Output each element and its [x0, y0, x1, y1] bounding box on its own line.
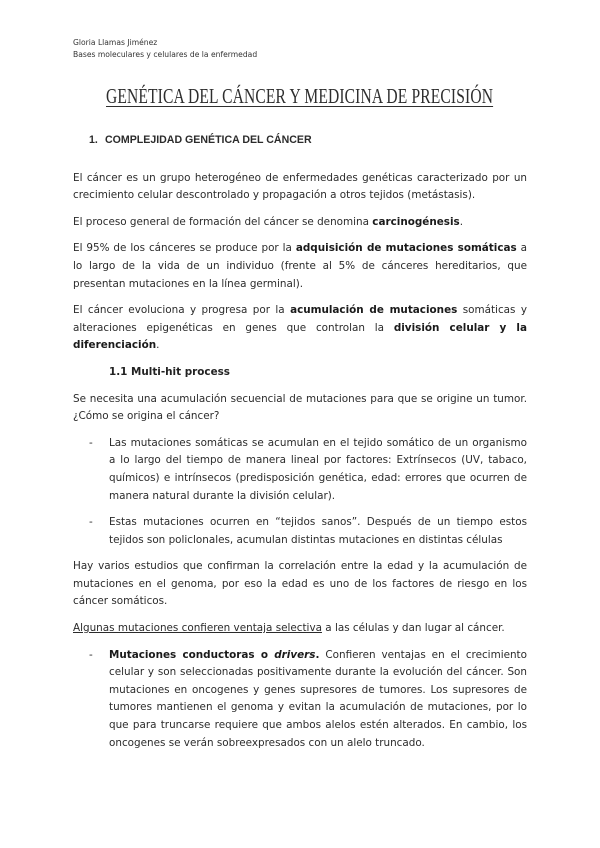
- paragraph-2: [73, 214, 527, 232]
- bullet2-text: Confieren ventajas en el crecimiento celular y son seleccionadas positivamente durante la evolución del cáncer. Son mutaciones en oncogenes y genes supresores de tumores. Los supresores de tumores mantienen el genoma y evitan la acumulación de mutaciones, por lo que para truncarse requiere que ambos alelos estén alterados. En cambio, los oncogenes se verán sobreexpresados con un alelo truncado.: [109, 648, 527, 749]
- list-item: [73, 514, 527, 549]
- p4-text-e: .: [156, 339, 160, 352]
- bullet2-bold: Mutaciones conductoras o: [109, 648, 275, 661]
- list-item-text: Las mutaciones somáticas se acumulan en el tejido somático de un organismo a lo largo del tiempo de manera lineal por factores: Extrínsecos (UV, tabaco, químicos) e intrínsecos (predisposición genética, edad: errores que ocurren de manera natural durante la división celular).: [109, 436, 527, 502]
- paragraph-6: Hay varios estudios que confirman la correlación entre la edad y la acumulación de mutaciones en el genoma, por eso la edad es uno de los factores de riesgo en los cáncer somáticos.: [73, 560, 527, 608]
- p3-text-a: El 95% de los cánceres se produce por la: [73, 242, 296, 255]
- list-item-text: Estas mutaciones ocurren en “tejidos sanos”. Después de un tiempo estos tejidos son policlonales, acumulan distintas mutaciones en distintas células: [109, 516, 527, 546]
- section-heading-1: [89, 132, 527, 150]
- dash-marker: -: [89, 436, 93, 449]
- dash-marker: -: [89, 648, 93, 661]
- p4-text-a: El cáncer evoluciona y progresa por la: [73, 304, 291, 317]
- paragraph-3: [73, 240, 527, 293]
- section-number: 1.: [89, 134, 98, 146]
- list-item-text: [109, 647, 527, 753]
- page-header: [73, 37, 257, 61]
- bullet-list-2: [73, 647, 527, 753]
- list-item: [73, 435, 527, 505]
- p4-bold-2: división celular y la diferenciación: [73, 321, 527, 352]
- paragraph-1: El cáncer es un grupo heterogéneo de enfermedades genéticas caracterizado por un crecimiento celular descontrolado y propagación a otros tejidos (metástasis).: [73, 171, 527, 202]
- p2-bold: carcinogénesis: [372, 215, 460, 228]
- bullet2-bold-end: .: [315, 648, 320, 661]
- header-author: Gloria Llamas Jiménez: [73, 38, 158, 47]
- header-subject: Bases moleculares y celulares de la enfermedad: [73, 50, 258, 59]
- bullet2-italic: drivers: [274, 648, 316, 661]
- p4-text-c: somáticas y alteraciones epigenéticas en genes que controlan la: [73, 304, 527, 334]
- document-title: [0, 84, 600, 109]
- bullet-list-1: [73, 435, 527, 550]
- paragraph-4: [73, 302, 527, 355]
- paragraph-5: Se necesita una acumulación secuencial de mutaciones para que se origine un tumor. ¿Cómo se origina el cáncer?: [73, 392, 527, 423]
- list-item: [73, 647, 527, 753]
- dash-marker: -: [89, 516, 93, 529]
- p7-underlined: Algunas mutaciones confieren ventaja selectiva: [73, 622, 322, 635]
- p2-text-c: .: [459, 215, 464, 228]
- title-text: GENÉTICA DEL CÁNCER Y MEDICINA DE PRECISIÓN: [106, 84, 494, 108]
- section-title: COMPLEJIDAD GENÉTICA DEL CÁNCER: [105, 134, 312, 146]
- p3-bold: adquisición de mutaciones somáticas: [295, 242, 517, 255]
- subsection-heading: 1.1 Multi-hit process: [109, 365, 230, 378]
- paragraph-7: [73, 620, 527, 638]
- p4-bold-1: acumulación de mutaciones: [290, 304, 458, 317]
- p2-text-a: El proceso general de formación del cáncer se denomina: [73, 215, 373, 228]
- p7-rest: a las células y dan lugar al cáncer.: [321, 622, 505, 635]
- p3-text-c: a lo largo de la vida de un individuo (frente al 5% de cánceres hereditarios, que presentan mutaciones en la línea germinal).: [73, 242, 527, 290]
- document-body: [73, 132, 527, 761]
